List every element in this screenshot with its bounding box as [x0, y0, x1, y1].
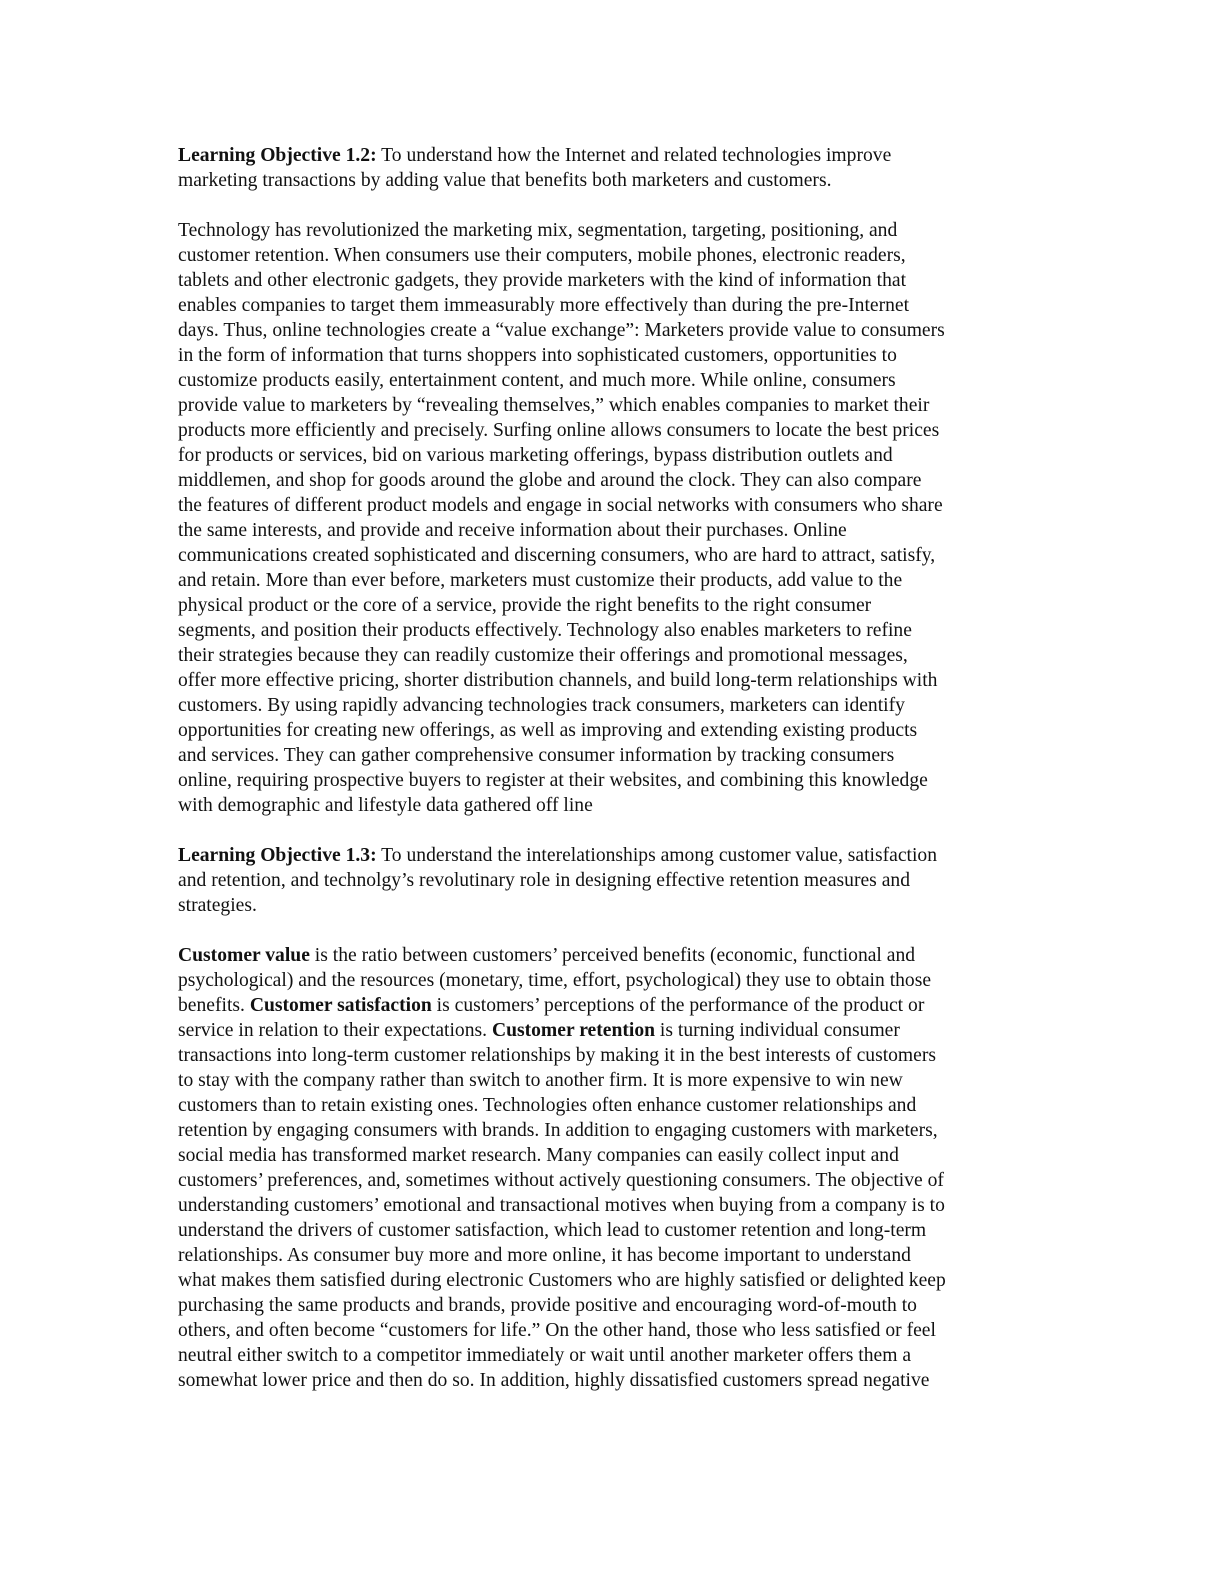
customer-value-paragraph: [178, 943, 1038, 1393]
p2-line: to stay with the company rather than switch to another firm. It is more expensive to win new: [178, 1070, 903, 1091]
p1-line: offer more effective pricing, shorter distribution channels, and build long-term relationships with: [178, 670, 938, 691]
p1-line: physical product or the core of a service, provide the right benefits to the right consumer: [178, 595, 872, 616]
p1-line: in the form of information that turns shoppers into sophisticated customers, opportunities to: [178, 345, 897, 366]
lo12-line-1: Learning Objective 1.2: To understand how the Internet and related technologies improve: [178, 145, 892, 166]
p1-line: middlemen, and shop for goods around the globe and around the clock. They can also compare: [178, 470, 922, 491]
technology-paragraph: [178, 218, 1038, 818]
p2-line: customers’ preferences, and, sometimes without actively questioning consumers. The objective of: [178, 1170, 944, 1191]
p2-line: social media has transformed market research. Many companies can easily collect input and: [178, 1145, 899, 1166]
p2-line: customers than to retain existing ones. Technologies often enhance customer relationships and: [178, 1095, 917, 1116]
p1-line: enables companies to target them immeasurably more effectively than during the pre-Internet: [178, 295, 910, 316]
p1-line: the features of different product models and engage in social networks with consumers who share: [178, 495, 943, 516]
p2-line: retention by engaging consumers with brands. In addition to engaging customers with marketers,: [178, 1120, 938, 1141]
p1-line: products more efficiently and precisely. Surfing online allows consumers to locate the best prices: [178, 420, 940, 441]
p1-line: customize products easily, entertainment content, and much more. While online, consumers: [178, 370, 896, 391]
document-page: [178, 143, 1038, 1418]
p2-line: service in relation to their expectations. Customer retention is turning individual consumer: [178, 1020, 900, 1041]
lo13-label: Learning Objective 1.3:: [178, 845, 377, 866]
p2-line: neutral either switch to a competitor immediately or wait until another marketer offers them a: [178, 1345, 912, 1366]
p1-line: tablets and other electronic gadgets, they provide marketers with the kind of information that: [178, 270, 907, 291]
p1-line: days. Thus, online technologies create a “value exchange”: Marketers provide value to consumers: [178, 320, 945, 341]
p2-line: understand the drivers of customer satisfaction, which lead to customer retention and long-term: [178, 1220, 927, 1241]
p2-line: what makes them satisfied during electronic Customers who are highly satisfied or delighted keep: [178, 1270, 946, 1291]
p1-line: customer retention. When consumers use their computers, mobile phones, electronic readers,: [178, 245, 906, 266]
p2-line: relationships. As consumer buy more and more online, it has become important to understand: [178, 1245, 911, 1266]
lo12-line-2: marketing transactions by adding value that benefits both marketers and customers.: [178, 170, 832, 191]
term-customer-value: Customer value: [178, 945, 310, 966]
lo13-line-1: Learning Objective 1.3: To understand the interelationships among customer value, satisfaction: [178, 845, 938, 866]
lo13-line-2: and retention, and technolgy’s revolutinary role in designing effective retention measures and: [178, 870, 910, 891]
p2-line: Customer value is the ratio between customers’ perceived benefits (economic, functional and: [178, 945, 916, 966]
p2-line: transactions into long-term customer relationships by making it in the best interests of customers: [178, 1045, 937, 1066]
p1-line: the same interests, and provide and receive information about their purchases. Online: [178, 520, 847, 541]
p1-line: Technology has revolutionized the marketing mix, segmentation, targeting, positioning, and: [178, 220, 898, 241]
p1-line: with demographic and lifestyle data gathered off line: [178, 795, 593, 816]
p1-line: segments, and position their products effectively. Technology also enables marketers to refine: [178, 620, 912, 641]
p1-line: opportunities for creating new offerings, as well as improving and extending existing products: [178, 720, 918, 741]
p1-line: communications created sophisticated and discerning consumers, who are hard to attract, satisfy,: [178, 545, 936, 566]
lo12-label: Learning Objective 1.2:: [178, 145, 377, 166]
p2-line: benefits. Customer satisfaction is customers’ perceptions of the performance of the product or: [178, 995, 925, 1016]
p1-line: provide value to marketers by “revealing themselves,” which enables companies to market their: [178, 395, 930, 416]
term-customer-retention: Customer retention: [491, 1020, 656, 1041]
p1-line: and services. They can gather comprehensive consumer information by tracking consumers: [178, 745, 895, 766]
term-customer-satisfaction: Customer satisfaction: [249, 995, 432, 1016]
p1-line: online, requiring prospective buyers to register at their websites, and combining this knowledge: [178, 770, 928, 791]
p1-line: for products or services, bid on various marketing offerings, bypass distribution outlets and: [178, 445, 893, 466]
p1-line: their strategies because they can readily customize their offerings and promotional messages,: [178, 645, 908, 666]
p2-line: others, and often become “customers for life.” On the other hand, those who less satisfied or feel: [178, 1320, 936, 1341]
p2-line: understanding customers’ emotional and transactional motives when buying from a company is to: [178, 1195, 945, 1216]
p2-line: purchasing the same products and brands, provide positive and encouraging word-of-mouth to: [178, 1295, 917, 1316]
p1-line: and retain. More than ever before, marketers must customize their products, add value to the: [178, 570, 903, 591]
p1-line: customers. By using rapidly advancing technologies track consumers, marketers can identify: [178, 695, 905, 716]
p2-line: psychological) and the resources (monetary, time, effort, psychological) they use to obtain those: [178, 970, 932, 991]
learning-objective-1-2: [178, 143, 1038, 193]
learning-objective-1-3: [178, 843, 1038, 918]
p2-line: somewhat lower price and then do so. In addition, highly dissatisfied customers spread negative: [178, 1370, 930, 1391]
lo13-line-3: strategies.: [178, 895, 257, 916]
